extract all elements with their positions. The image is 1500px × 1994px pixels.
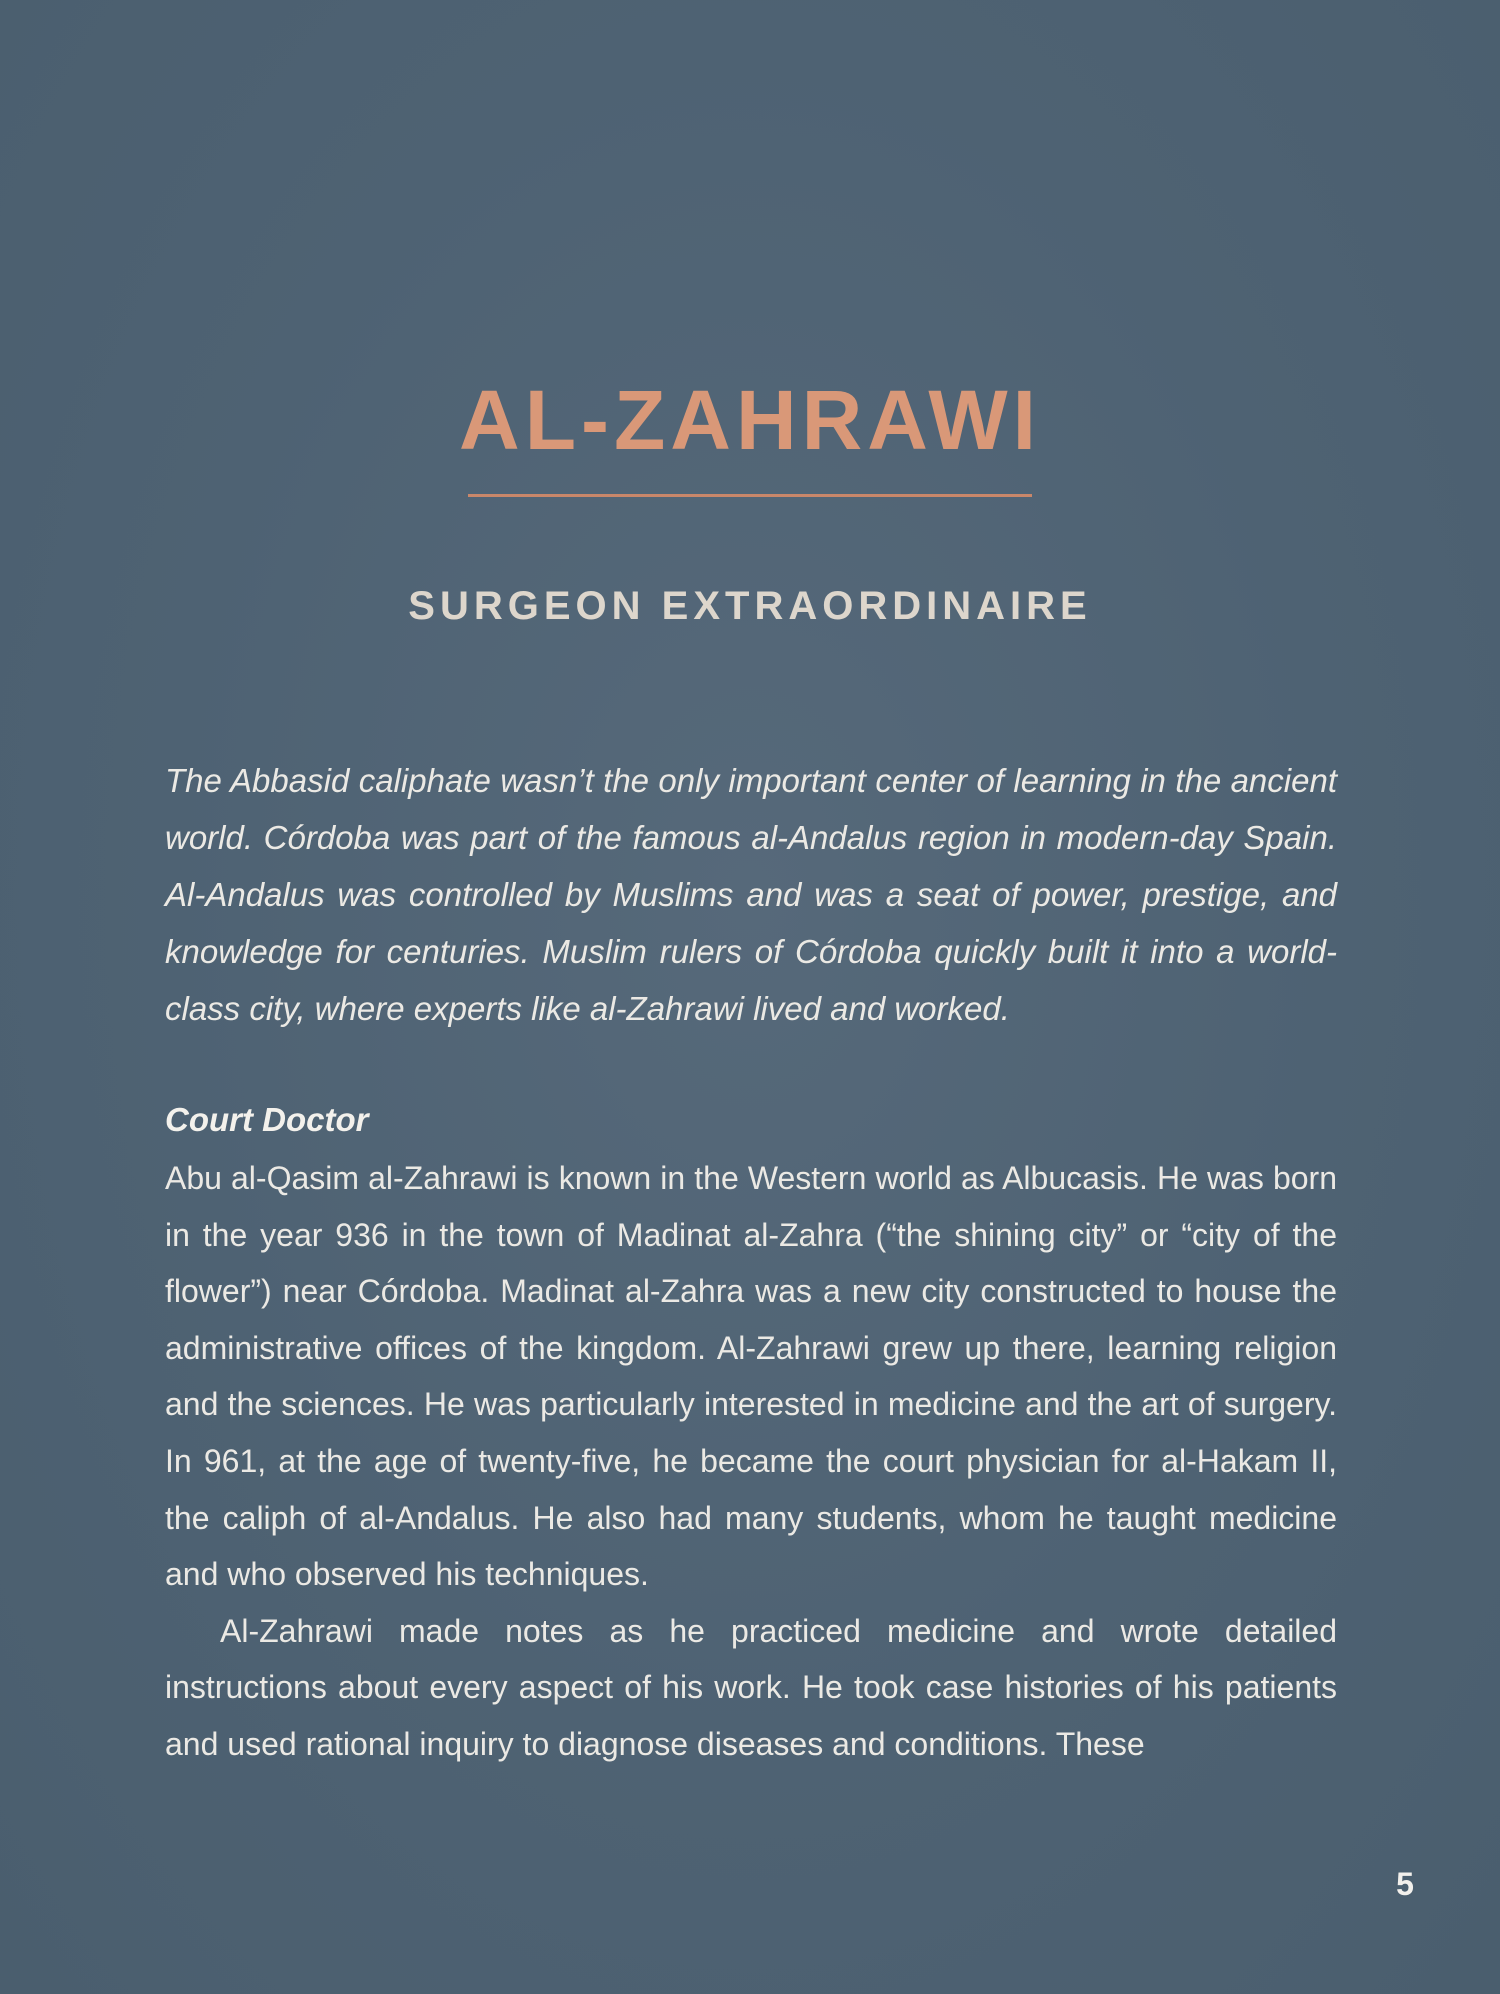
section-heading: Court Doctor xyxy=(165,1101,369,1138)
section-body xyxy=(165,1150,1337,1773)
intro-paragraph: The Abbasid caliphate wasn’t the only important center of learning in the ancient world. Córdoba was part of the famous al-Andalus region in modern-day Spain. Al-Andalus was controlled by Muslims and was a seat of power, prestige, and knowledge for centuries. Muslim rulers of Córdoba quickly built it into a world-class city, where experts like al-Zahrawi lived and worked. xyxy=(165,762,1337,1027)
chapter-subtitle: SURGEON EXTRAORDINAIRE xyxy=(408,584,1092,628)
page-number: 5 xyxy=(1396,1866,1414,1902)
body-paragraph: Abu al-Qasim al-Zahrawi is known in the Western world as Albucasis. He was born in the year 936 in the town of Madinat al-Zahra (“the shining city” or “city of the flower”) near Córdoba. Madinat al-Zahra was a new city constructed to house the administrative offices of the kingdom. Al-Zahrawi grew up there, learning religion and the sciences. He was particularly interested in medicine and the art of surgery. In 961, at the age of twenty-five, he became the court physician for al-Hakam II, the caliph of al-Andalus. He also had many students, whom he taught medicine and who observed his techniques. xyxy=(165,1160,1337,1593)
chapter-title: AL-ZAHRAWI xyxy=(459,373,1041,467)
body-paragraph: Al-Zahrawi made notes as he practiced medicine and wrote detailed instructions about every aspect of his work. He took case histories of his patients and used rational inquiry to diagnose diseases and conditions. These xyxy=(165,1612,1337,1762)
title-divider xyxy=(468,494,1032,497)
